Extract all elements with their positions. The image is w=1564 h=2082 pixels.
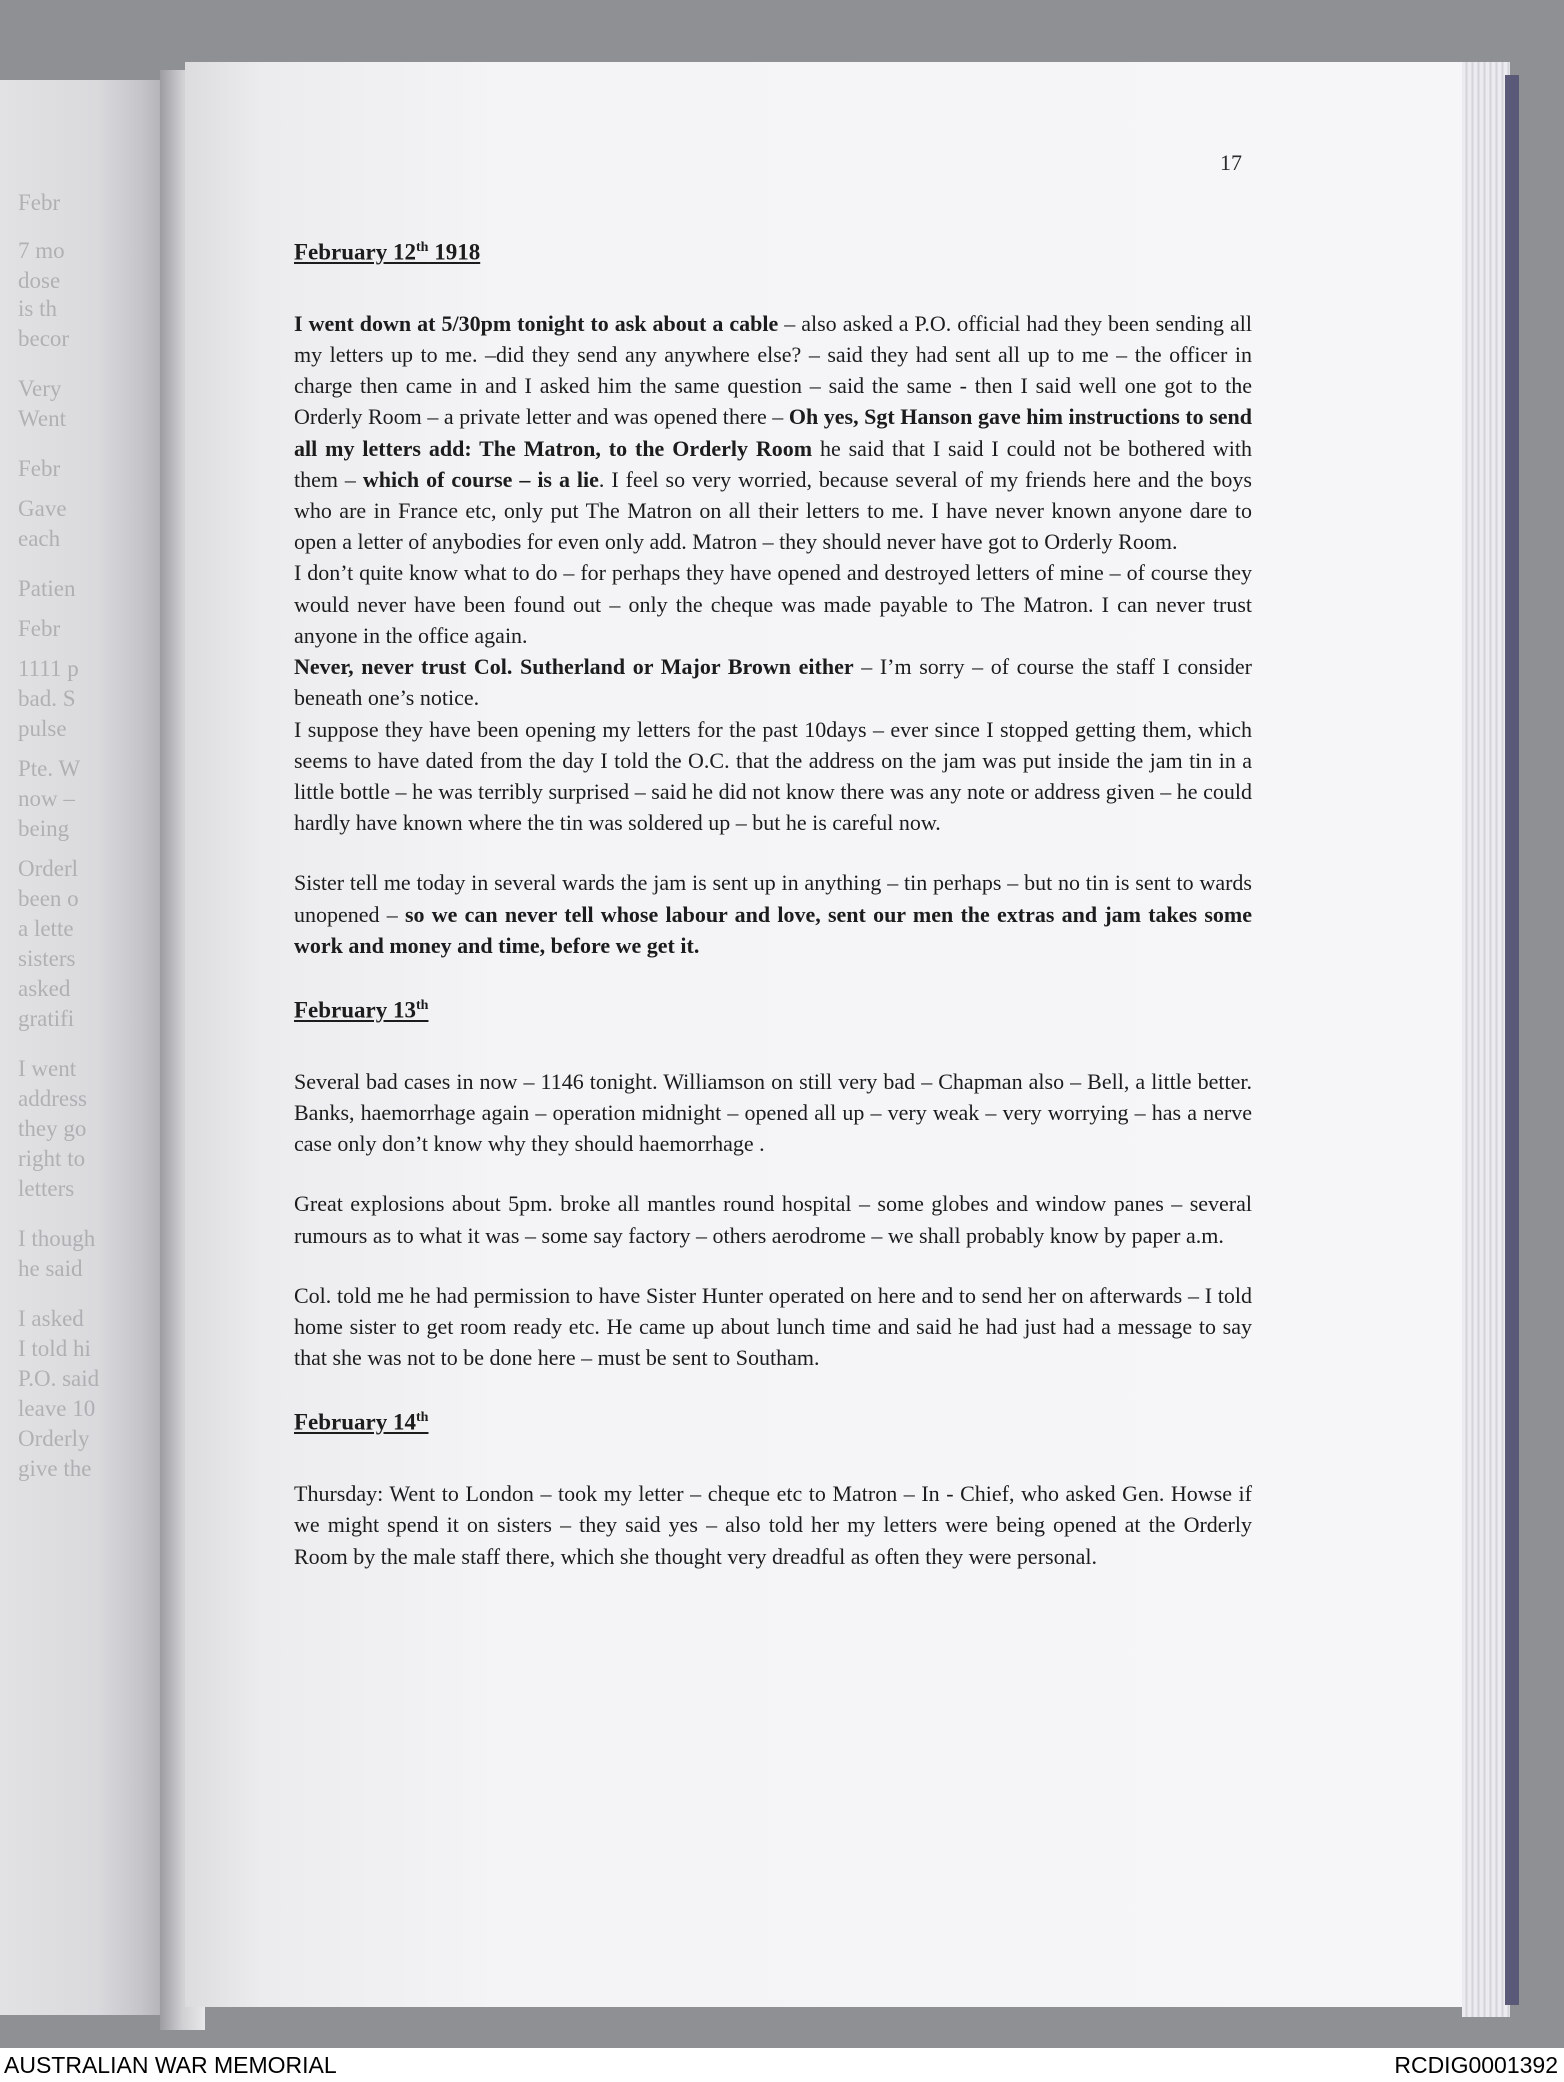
- entry-paragraph: I don’t quite know what to do – for perhaps they have opened and destroyed letters of mine – of course they would never have been found out – only the cheque was made payable to The Matron. I can never trust anyone in the office again.: [294, 560, 1252, 648]
- left-page-fragment: Gave: [18, 496, 67, 521]
- left-page-fragment: pulse: [18, 716, 67, 741]
- left-page-fragment: becor: [18, 326, 70, 351]
- entry-heading: February 12th 1918: [294, 239, 481, 265]
- left-page-fragment: 7 mo: [18, 238, 65, 263]
- entry-heading: February 14th: [294, 1410, 429, 1436]
- book-cover-edge: [1505, 75, 1519, 2005]
- page-number: 17: [1220, 150, 1242, 175]
- left-page-fragment: dose: [18, 268, 61, 293]
- left-page-fragment: P.O. said: [18, 1366, 100, 1391]
- left-page-fragment: Pte. W: [18, 756, 81, 781]
- left-page-fragment: Febr: [18, 190, 61, 215]
- left-page-fragment: Febr: [18, 616, 61, 641]
- left-page-fragment: give the: [18, 1456, 92, 1481]
- left-page-fragment: is th: [18, 296, 57, 321]
- entry-heading: February 13th: [294, 997, 429, 1023]
- left-page: [0, 80, 175, 2015]
- left-page-fragment: he said: [18, 1256, 83, 1281]
- left-page-fragment: sisters: [18, 946, 76, 971]
- left-page-fragment: Febr: [18, 456, 61, 481]
- left-page-fragment: I went: [18, 1056, 77, 1081]
- footer: [0, 2048, 1564, 2082]
- entry-paragraph: Col. told me he had permission to have Sister Hunter operated on here and to send her on afterwards – I told home sister to get room ready etc. He came up about lunch time and said he had just had a message to say that she was not to be done here – must be sent to Southam.: [294, 1282, 1252, 1371]
- footer-reference: RCDIG0001392: [1394, 2052, 1558, 2078]
- left-page-fragment: bad. S: [18, 686, 76, 711]
- left-page-fragment: Patien: [18, 576, 76, 601]
- left-page-fragment: Went: [18, 406, 66, 431]
- left-page-fragment: right to: [18, 1146, 86, 1171]
- left-page-fragment: letters: [18, 1176, 75, 1201]
- left-page-fragment: Very: [18, 376, 62, 401]
- left-page-fragment: leave 10: [18, 1396, 96, 1421]
- left-page-fragment: been o: [18, 886, 79, 911]
- left-page-fragment: I though: [18, 1226, 96, 1251]
- page-edges: [1462, 62, 1510, 2017]
- diary-text: [294, 232, 1252, 1572]
- entry-paragraph: Thursday: Went to London – took my letter – cheque etc to Matron – In - Chief, who asked Gen. Howse if we might spend it on sisters – they said yes – also told her my letters were being opened at the Orderly Room by the male staff there, which she thought very dreadful as often they were personal.: [294, 1481, 1252, 1569]
- left-page-fragment: Orderl: [18, 856, 79, 881]
- left-page-fragment: a lette: [18, 916, 74, 941]
- footer-institution: AUSTRALIAN WAR MEMORIAL: [4, 2052, 337, 2078]
- left-page-fragment: asked: [18, 976, 71, 1001]
- entry-paragraph: Great explosions about 5pm. broke all mantles round hospital – some globes and window panes – several rumours as to what it was – some say factory – others aerodrome – we shall probably know by paper a.m.: [294, 1191, 1252, 1248]
- left-page-fragment: being: [18, 816, 70, 841]
- entry-paragraph: I went down at 5/30pm tonight to ask about a cable – also asked a P.O. official had they been sending all my letters up to me. –did they send any anywhere else? – said they had sent all up to me – the officer in charge then came in and I asked him the same question – said the same - then I said well one got to the Orderly Room – a private letter and was opened there – Oh yes, Sgt Hanson gave him instructions to send all my letters add: The Matron, to the Orderly Room he said that I said I could not be bothered with them – which of course – is a lie. I feel so very worried, because several of my friends here and the boys who are in France etc, only put The Matron on all their letters to me. I have never known anyone dare to open a letter of anybodies for even only add. Matron – they should never have got to Orderly Room.: [294, 310, 1252, 555]
- entry-paragraph: Several bad cases in now – 1146 tonight. Williamson on still very bad – Chapman also – Bell, a little better. Banks, haemorrhage again – operation midnight – opened all up – very weak – very worrying – has a nerve case only don’t know why they should haemorrhage .: [294, 1068, 1252, 1157]
- entry-paragraph: Never, never trust Col. Sutherland or Major Brown either – I’m sorry – of course the staff I consider beneath one’s notice.: [294, 654, 1252, 711]
- left-page-fragment: gratifi: [18, 1006, 75, 1031]
- entry-paragraph: I suppose they have been opening my letters for the past 10days – ever since I stopped getting them, which seems to have dated from the day I told the O.C. that the address on the jam was put inside the jam tin in a little bottle – he was terribly surprised – said he did not know there was any note or address given – he could hardly have known where the tin was soldered up – but he is careful now.: [294, 716, 1252, 836]
- left-page-fragment: address: [18, 1086, 87, 1111]
- entry-paragraph: Sister tell me today in several wards the jam is sent up in anything – tin perhaps – but no tin is sent to wards unopened – so we can never tell whose labour and love, sent our men the extras and jam takes some work and money and time, before we get it.: [294, 870, 1253, 958]
- left-page-fragment: I told hi: [18, 1336, 91, 1361]
- left-page-fragment: 1111 p: [18, 656, 79, 681]
- left-page-fragment: now –: [18, 786, 75, 811]
- left-page-fragment: I asked: [18, 1306, 84, 1331]
- left-page-fragment: Orderly: [18, 1426, 90, 1451]
- left-page-fragment: they go: [18, 1116, 87, 1141]
- left-page-fragment: each: [18, 526, 61, 551]
